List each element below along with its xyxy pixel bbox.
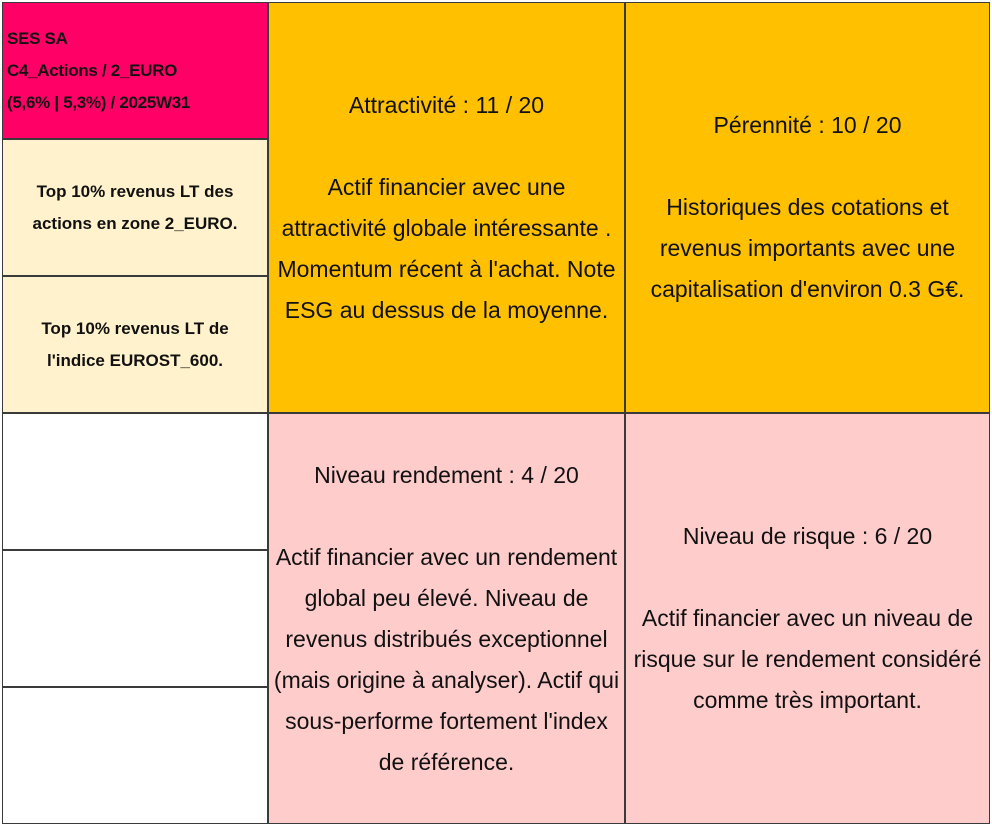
- perennite-text: Historiques des cotations et revenus importants avec une capitalisation d'environ 0.3 G€.: [650, 194, 965, 302]
- asset-header-cell: [2, 2, 268, 139]
- empty-cell: [2, 413, 268, 550]
- rendement-cell: [268, 413, 625, 824]
- empty-cell: [2, 550, 268, 687]
- rendement-title: Niveau rendement : 4 / 20: [314, 461, 579, 488]
- ranking-cell-index: [2, 276, 268, 413]
- perennite-title: Pérennité : 10 / 20: [713, 112, 902, 138]
- attractivite-title: Attractivité : 11 / 20: [348, 91, 545, 118]
- risque-text: Actif financier avec un niveau de risque sur le rendement considéré comme très important.: [633, 605, 982, 713]
- ranking-cell-zone: [2, 139, 268, 276]
- asset-stats: (5,6% | 5,3%) / 2025W31: [7, 92, 191, 112]
- risque-cell: [625, 413, 990, 824]
- risque-title: Niveau de risque : 6 / 20: [682, 523, 933, 549]
- attractivite-text: Actif financier avec une attractivité globale intéressante . Momentum récent à l'achat. Note ESG au dessus de la moyenne.: [277, 173, 616, 323]
- attractivite-cell: [268, 2, 625, 413]
- asset-name: SES SA: [7, 28, 68, 48]
- rendement-text: Actif financier avec un rendement global peu élevé. Niveau de revenus distribués exceptionnel (mais origine à analyser). Actif qui sous-performe fortement l'index de référence.: [273, 543, 620, 775]
- perennite-cell: [625, 2, 990, 413]
- empty-cell: [2, 687, 268, 824]
- ranking-text-index: Top 10% revenus LT de l'indice EUROST_600.: [41, 318, 229, 370]
- asset-category: C4_Actions / 2_EURO: [7, 60, 178, 80]
- ranking-text-zone: Top 10% revenus LT des actions en zone 2_EURO.: [32, 181, 238, 233]
